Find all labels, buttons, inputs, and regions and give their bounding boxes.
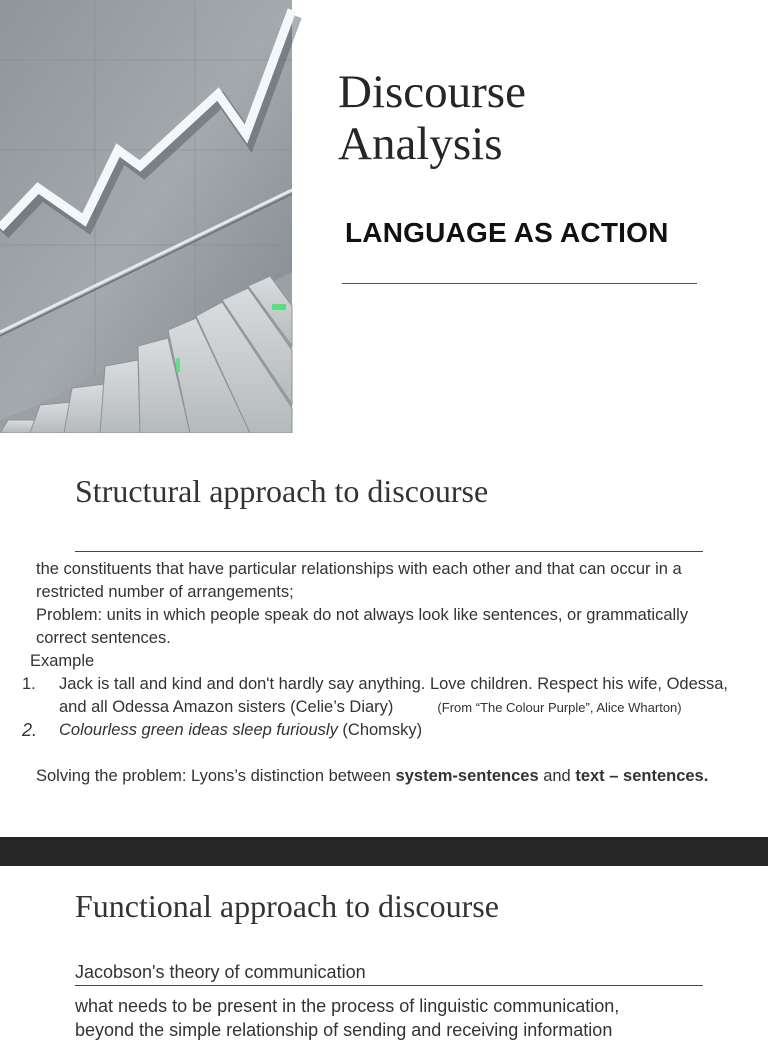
paragraph-line: correct sentences. (36, 629, 171, 647)
list-item-line: Jack is tall and kind and don't hardly say anything. Love children. Respect his wife, Odessa, (59, 675, 729, 693)
list-item-line (59, 696, 682, 719)
subheading-divider (75, 985, 703, 986)
heading-divider (75, 551, 703, 552)
functional-approach-slide (0, 866, 768, 1040)
slide-title (338, 66, 738, 170)
term-text-sentences: text – sentences. (575, 767, 709, 785)
list-item-text: and all Odessa Amazon sisters (Celie’s Diary) (59, 698, 394, 716)
slide-body (75, 994, 619, 1042)
example-source: (Chomsky) (337, 721, 423, 739)
slide-heading: Structural approach to discourse (75, 473, 489, 509)
structural-approach-slide (0, 433, 768, 837)
title-line-2: Analysis (338, 118, 503, 170)
solving-and: and (538, 767, 576, 785)
slide-heading: Functional approach to discourse (75, 888, 499, 924)
body-line: what needs to be present in the process of linguistic communication, (75, 996, 620, 1016)
list-number: 1. (22, 675, 36, 693)
list-number: 2. (22, 720, 38, 740)
solving-line (36, 765, 708, 788)
title-line-1: Discourse (338, 66, 526, 118)
body-line: beyond the simple relationship of sending and receiving information (75, 1020, 613, 1040)
list-item-line (59, 719, 422, 742)
solving-prefix: Solving the problem: Lyons’s distinction between (36, 767, 396, 785)
paragraph-line: restricted number of arrangements; (36, 583, 294, 601)
slide-subheading: Jacobson's theory of communication (75, 962, 366, 982)
staircase-growth-arrow-photo (0, 0, 292, 433)
title-slide (0, 0, 768, 433)
slide-separator (0, 837, 768, 866)
term-system-sentences: system-sentences (395, 767, 539, 785)
paragraph-line: the constituents that have particular relationships with each other and that can occur in a (36, 560, 682, 578)
title-divider (342, 283, 697, 284)
example-label: Example (30, 652, 95, 670)
slide-subtitle: LANGUAGE AS ACTION (345, 217, 669, 248)
paragraph-line: Problem: units in which people speak do not always look like sentences, or grammatically (36, 606, 689, 624)
citation: (From “The Colour Purple”, Alice Wharton) (437, 700, 682, 715)
example-sentence: Colourless green ideas sleep furiously (59, 721, 338, 739)
